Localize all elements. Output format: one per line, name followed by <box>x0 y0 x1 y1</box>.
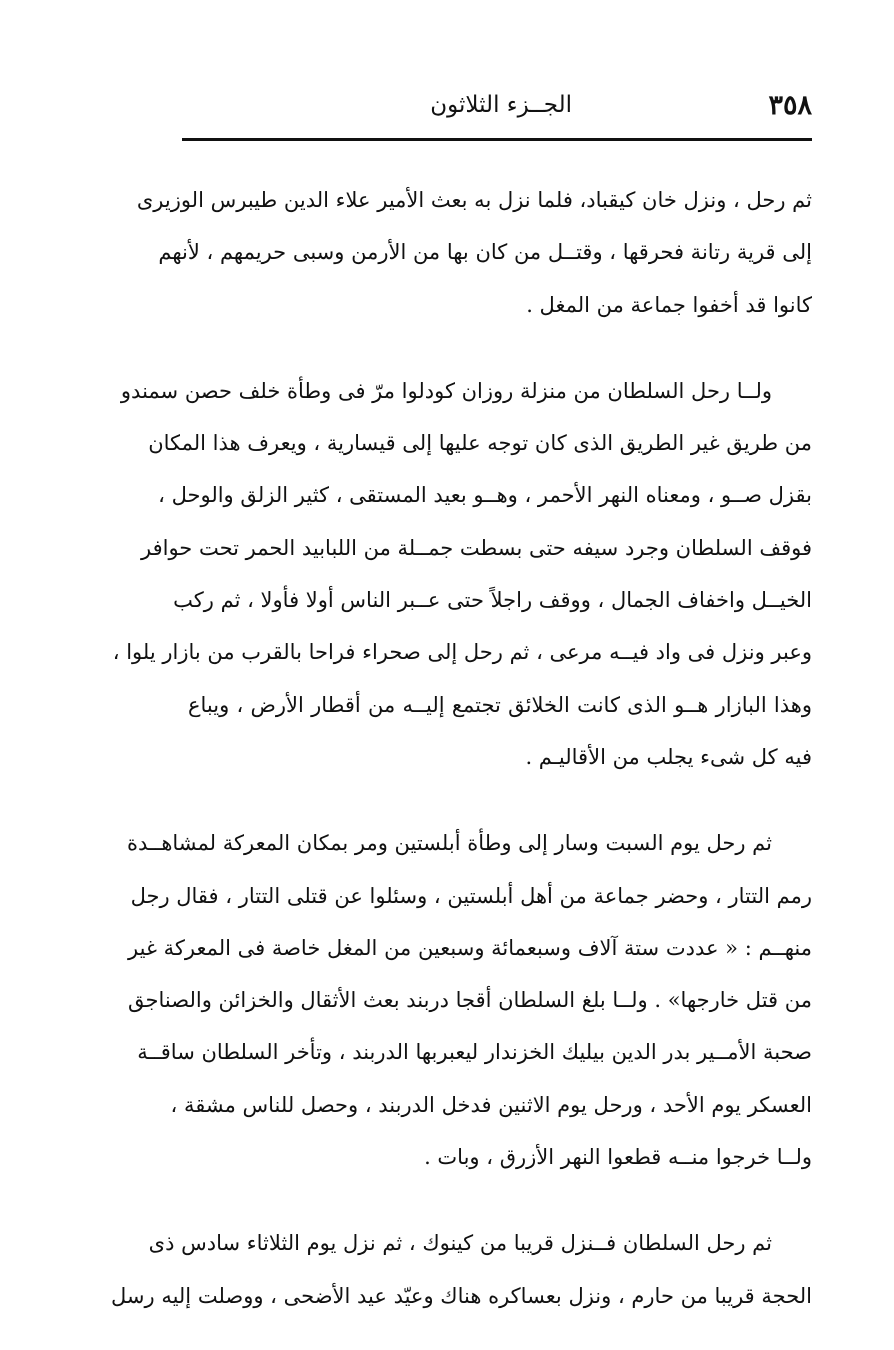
paragraph-gap <box>188 1183 812 1217</box>
text-line: العسكر يوم الأحد ، ورحل يوم الاثنين فدخل الدربند ، وحصل للناس مشقة ، <box>170 1092 812 1117</box>
paragraph <box>112 365 812 783</box>
paragraph <box>127 817 812 1183</box>
text-line: إلى قرية رتانة فحرقها ، وقتــل من كان بها من الأرمن وسبى حريمهم ، لأنهم <box>158 240 812 265</box>
text-line: من طريق غير الطريق الذى كان توجه عليها إلى قيسارية ، ويعرف هذا المكان <box>148 431 812 456</box>
text-line: ثم رحل ، ونزل خان كيقباد، فلما نزل به بعث الأمير علاء الدين طيبرس الوزيرى <box>136 188 812 212</box>
paragraph <box>111 1217 812 1322</box>
text-line: ولــا خرجوا منــه قطعوا النهر الأزرق ، وبات . <box>424 1145 812 1170</box>
text-line: صحبة الأمــير بدر الدين بيليك الخزندار ليعبربها الدربند ، وتأخر السلطان ساقــة <box>137 1040 812 1065</box>
text-line: وهذا البازار هــو الذى كانت الخلائق تجتمع إليــه من أقطار الأرض ، ويباع <box>188 692 812 717</box>
text-line: فيه كل شىء يجلب من الأقاليـم . <box>525 744 812 769</box>
text-line: الخيــل واخفاف الجمال ، ووقف راجلاً حتى عــبر الناس أولا فأولا ، ثم ركب <box>173 588 812 613</box>
text-line: كانوا قد أخفوا جماعة من المغل . <box>526 292 812 317</box>
text-line: ثم رحل السلطان فــنزل قريبا من كينوك ، ثم نزل يوم الثلاثاء سادس ذى <box>148 1231 772 1256</box>
page-header <box>182 86 812 130</box>
text-line: رمم التتار ، وحضر جماعة من أهل أبلستين ، وسئلوا عن قتلى التتار ، فقال رجل <box>130 883 812 908</box>
text-line: منهــم : « عددت ستة آلاف وسبعمائة وسبعين من المغل خاصة فى المعركة غير <box>128 935 812 960</box>
text-line: من قتل خارجها» . ولــا بلغ السلطان أقجا دربند بعث الأثقال والخزائن والصناجق <box>128 988 812 1013</box>
text-line: ثم رحل يوم السبت وسار إلى وطأة أبلستين ومر بمكان المعركة لمشاهــدة <box>127 831 772 856</box>
running-title: الجــزء الثلاثون <box>430 92 572 118</box>
text-line: فوقف السلطان وجرد سيفه حتى بسطت جمــلة من اللبابيد الحمر تحت حوافر <box>140 535 812 560</box>
text-line: ولــا رحل السلطان من منزلة روزان كودلوا مرّ فى وطأة خلف حصن سمندو <box>120 378 772 403</box>
paragraph <box>136 174 812 331</box>
page-number: ٣٥٨ <box>768 90 812 121</box>
paragraph-gap <box>188 331 812 365</box>
header-rule <box>182 138 812 141</box>
text-line: الحجة قريبا من حارم ، ونزل بعساكره هناك وعيّد عيد الأضحى ، ووصلت إليه رسل <box>111 1283 812 1308</box>
paragraph-gap <box>188 783 812 817</box>
body-text <box>111 174 812 1322</box>
text-line: وعبر ونزل فى واد فيــه مرعى ، ثم رحل إلى صحراء فراحا بالقرب من بازار يلوا ، <box>112 640 812 665</box>
text-line: بقزل صــو ، ومعناه النهر الأحمر ، وهــو بعيد المستقى ، كثير الزلق والوحل ، <box>158 483 812 508</box>
